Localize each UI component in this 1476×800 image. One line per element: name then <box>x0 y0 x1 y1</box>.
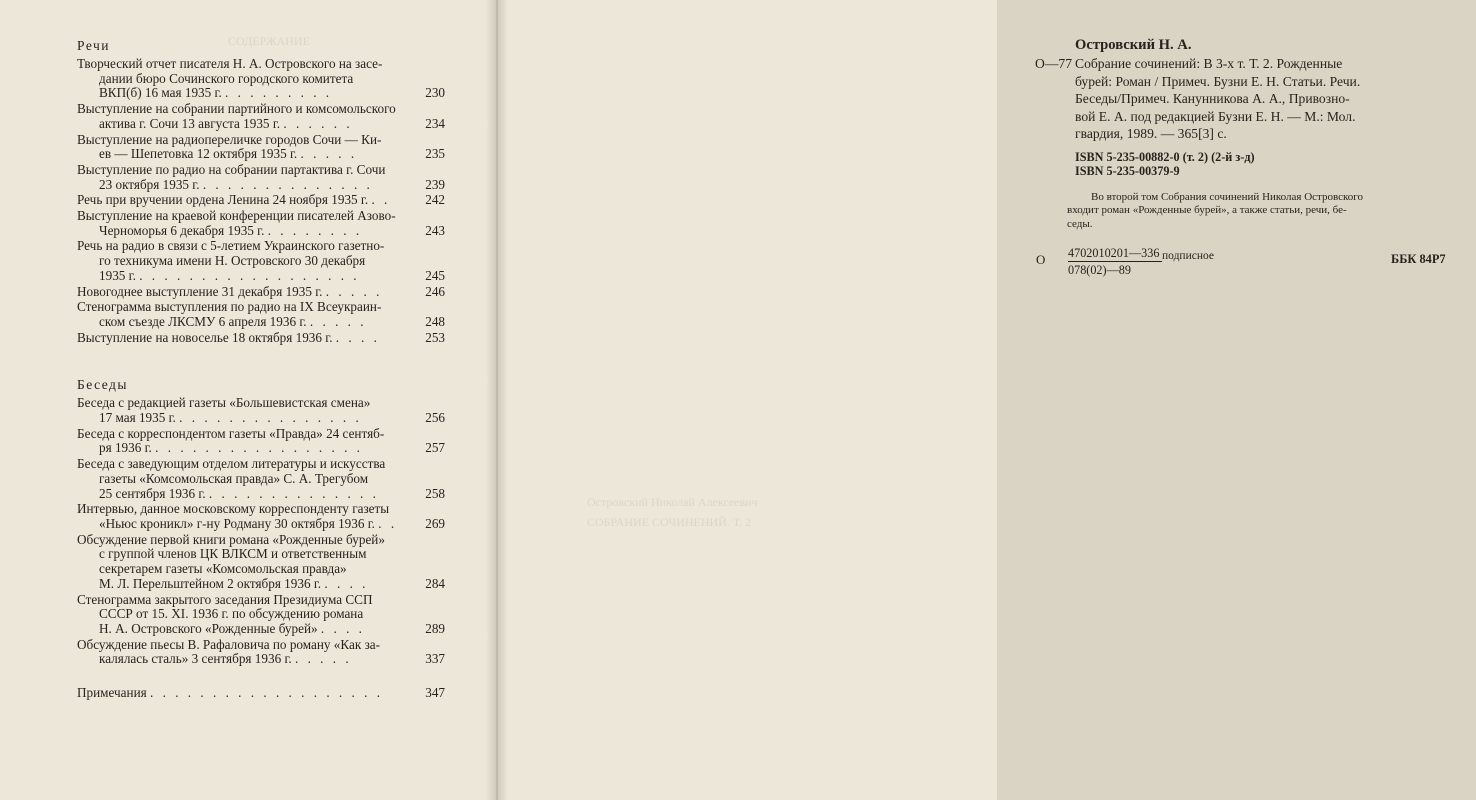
card-bbk: ББК 84Р7 <box>1391 252 1446 267</box>
card-desc-line: Собрание сочинений: В 3-х т. Т. 2. Рожденные <box>1075 56 1343 71</box>
toc-leader-dots: . . . . . . . . . . . . . . <box>208 485 379 501</box>
toc-leader-dots: . . . . . . . . . . . . . . . <box>179 410 362 426</box>
toc-entry-line: ря 1936 г. <box>99 440 152 456</box>
card-author: Островский Н. А. <box>1075 37 1192 53</box>
left-page <box>0 0 497 800</box>
card-annotation-line: входит роман «Рожденные бурей», а также статьи, речи, бе- <box>1067 204 1347 217</box>
toc-entry-line: Выступление на новоселье 18 октября 1936 г. <box>77 329 333 345</box>
card-desc-line: бурей: Роман / Примеч. Бузни Е. Н. Статьи. Речи. <box>1075 73 1361 89</box>
toc-entry-last-line <box>77 117 411 132</box>
toc-entry-line: Беседа с корреспондентом газеты «Правда» 24 сентяб- <box>77 425 385 441</box>
toc-entry-line: Выступление на радиопереличке городов Сочи — Ки- <box>77 131 382 147</box>
toc-entry-line: Обсуждение пьесы В. Рафаловича по роману «Как за- <box>77 636 381 652</box>
toc-leader-dots: . . . . <box>320 620 365 636</box>
toc-entry-line: Интервью, данное московскому корреспонденту газеты <box>77 501 390 517</box>
toc-entry-last-line <box>77 487 411 502</box>
toc-entry-line: СССР от 15. XI. 1936 г. по обсуждению романа <box>99 606 364 622</box>
card-description <box>1036 55 1473 143</box>
toc-page-number: 289 <box>425 620 445 636</box>
toc-entry-last-line <box>77 86 411 101</box>
toc-entry-line: Новогоднее выступление 31 декабря 1935 г. <box>77 283 323 299</box>
toc-page-number: 337 <box>425 651 445 667</box>
toc-entry <box>77 331 445 346</box>
toc-entry <box>77 396 445 425</box>
toc-entry <box>77 239 445 283</box>
toc-leader-dots: . . <box>371 192 391 208</box>
toc-entry-line: Стенограмма закрытого заседания Президиума ССП <box>77 591 373 607</box>
card-desc-line: вой Е. А. под редакцией Бузни Е. Н. — М.: Мол. <box>1075 108 1356 124</box>
toc-leader-dots: . . . . . . . . . <box>225 85 333 101</box>
toc-entry-last-line <box>77 411 411 426</box>
toc-entry <box>77 193 445 208</box>
toc-entry-last-line <box>77 269 411 284</box>
toc-entry-line: газеты «Комсомольская правда» С. А. Трегубом <box>99 470 369 486</box>
card-code: О—77 <box>1035 56 1073 71</box>
toc-entry-last-line <box>77 315 411 330</box>
toc-entry-line: Беседа с редакцией газеты «Большевистская смена» <box>77 395 371 411</box>
toc-entry-line: М. Л. Перельштейном 2 октября 1936 г. <box>99 575 322 591</box>
toc-page-number: 258 <box>425 485 445 501</box>
card-annotation-line: Во второй том Собрания сочинений Николая Островского <box>1091 190 1364 203</box>
bleed-through-text: СОБРАНИЕ СОЧИНЕНИЙ. Т. 2 <box>587 515 751 529</box>
toc-leader-dots: . . . . . <box>294 651 352 667</box>
toc-entry-line: Примечания <box>77 685 147 701</box>
toc-entry-last-line <box>77 577 411 592</box>
toc-entry-line: 25 сентября 1936 г. <box>99 485 206 501</box>
toc-entry-line: с группой членов ЦК ВЛКСМ и ответственным <box>99 546 367 562</box>
toc-entry-line: 17 мая 1935 г. <box>99 410 176 426</box>
toc-entry-line: актива г. Сочи 13 августа 1935 г. <box>99 115 281 131</box>
toc-page-number: 248 <box>425 313 445 329</box>
section-heading: Беседы <box>77 377 128 393</box>
toc-entry <box>77 163 445 192</box>
section-heading: Речи <box>77 38 110 53</box>
toc-entry <box>77 593 445 637</box>
toc-page-number: 257 <box>425 440 445 456</box>
toc-entry <box>77 209 445 238</box>
toc-leader-dots: . . . . . . . . . . . . . . <box>202 176 373 192</box>
toc-entry-last-line <box>77 622 411 637</box>
toc-entry-line: Выступление на краевой конференции писателей Азово- <box>77 208 396 224</box>
toc-entry-line: ВКП(б) 16 мая 1935 г. <box>99 85 222 101</box>
card-annotation <box>1036 191 1476 232</box>
toc-page-number: 230 <box>425 85 445 101</box>
toc-entry-last-line <box>77 331 411 346</box>
toc-leader-dots: . . . . . <box>325 283 383 299</box>
toc-leader-dots: . . . . <box>335 329 380 345</box>
toc-entry-line: Стенограмма выступления по радио на IX Всеукраин- <box>77 299 382 315</box>
toc-entry-last-line <box>77 441 411 456</box>
toc-entry-last-line <box>77 178 411 193</box>
toc-entry-line: секретарем газеты «Комсомольская правда» <box>99 561 347 577</box>
toc-page-number: 253 <box>425 329 445 345</box>
toc-page-number: 347 <box>425 685 445 701</box>
card-isbn-block <box>1036 150 1476 178</box>
toc-entry-line: калялась сталь» 3 сентября 1936 г. <box>99 651 292 667</box>
toc-leader-dots: . . <box>378 515 398 531</box>
toc-entry-line: ев — Шепетовка 12 октября 1935 г. <box>99 146 298 162</box>
toc-entry-line: 1935 г. <box>99 267 136 283</box>
toc-leader-dots: . . . . . . . . . . . . . . . . . . . <box>150 685 383 701</box>
toc-entry <box>77 285 445 300</box>
toc-entry-line: Выступление на собрании партийного и комсомольского <box>77 101 396 117</box>
toc-entry <box>77 638 445 667</box>
toc-leader-dots: . . . . . <box>300 146 358 162</box>
toc-page-number: 256 <box>425 410 445 426</box>
toc-page-number: 234 <box>425 115 445 131</box>
toc-entry-line: го техникума имени Н. Островского 30 декабря <box>99 253 366 269</box>
toc-entry-last-line <box>77 285 411 300</box>
toc-entry-last-line <box>77 517 411 532</box>
toc-page-number: 235 <box>425 146 445 162</box>
toc-entry-line: дании бюро Сочинского городского комитета <box>99 70 354 86</box>
toc-entry-line: Беседа с заведующим отделом литературы и искусства <box>77 456 386 472</box>
table-of-contents <box>77 35 445 702</box>
toc-entry <box>77 102 445 131</box>
toc-page-number: 243 <box>425 222 445 238</box>
toc-leader-dots: . . . . . <box>309 313 367 329</box>
toc-page-number: 269 <box>425 515 445 531</box>
card-index-numerator: 4702010201—336 <box>1068 246 1162 262</box>
toc-leader-dots: . . . . . . <box>283 115 353 131</box>
card-isbn: ISBN 5-235-00379-9 <box>1075 163 1180 178</box>
book-gutter <box>486 0 508 800</box>
toc-entry-last-line <box>77 686 411 701</box>
toc-leader-dots: . . . . . . . . <box>267 222 363 238</box>
toc-leader-dots: . . . . <box>324 575 369 591</box>
toc-leader-dots: . . . . . . . . . . . . . . . . . <box>155 440 363 456</box>
toc-entry <box>77 300 445 329</box>
toc-entry-line: Речь на радио в связи с 5-летием Украинского газетно- <box>77 238 385 254</box>
card-desc-line: Беседы/Примеч. Канунникова А. А., Привозно- <box>1075 91 1350 107</box>
toc-entry <box>77 502 445 531</box>
card-index-denominator: 078(02)—89 <box>1068 263 1131 278</box>
toc-entry-line: Обсуждение первой книги романа «Рожденные бурей» <box>77 531 385 547</box>
toc-entry-last-line <box>77 224 411 239</box>
toc-page-number: 239 <box>425 176 445 192</box>
bleed-through-text: СОДЕРЖАНИЕ <box>228 34 310 48</box>
toc-page-number: 284 <box>425 575 445 591</box>
bibliographic-card <box>1036 36 1476 290</box>
section-gap <box>77 668 445 686</box>
card-subscription: подписное <box>1162 250 1214 263</box>
toc-entry-line: «Ньюс кроникл» г-ну Родману 30 октября 1936 г. <box>99 515 375 531</box>
bleed-through-text: Островский Николай Алексеевич <box>587 495 758 509</box>
toc-entry <box>77 533 445 592</box>
toc-entry <box>77 427 445 456</box>
toc-entry <box>77 457 445 501</box>
toc-entry-line: 23 октября 1935 г. <box>99 176 200 192</box>
toc-page-number: 242 <box>425 192 445 208</box>
toc-entry <box>77 57 445 101</box>
card-index-letter: О <box>1036 252 1046 268</box>
card-desc-line: гвардия, 1989. — 365[3] с. <box>1075 126 1227 142</box>
section-gap <box>77 346 445 374</box>
right-page <box>497 0 1446 800</box>
toc-leader-dots: . . . . . . . . . . . . . . . . . . <box>139 267 360 283</box>
toc-page-number: 245 <box>425 267 445 283</box>
toc-entry-last-line <box>77 147 411 162</box>
toc-entry-line: Речь при вручении ордена Ленина 24 ноября 1935 г. <box>77 192 369 208</box>
card-index-row <box>1036 246 1476 290</box>
toc-entry-notes <box>77 686 445 701</box>
toc-entry-line: Н. А. Островского «Рожденные бурей» <box>99 620 318 636</box>
toc-entry <box>77 133 445 162</box>
toc-page-number: 246 <box>425 283 445 299</box>
card-isbn: ISBN 5-235-00882-0 (т. 2) (2-й з-д) <box>1075 149 1255 164</box>
toc-entry-line: Творческий отчет писателя Н. А. Островского на засе- <box>77 56 383 71</box>
toc-entry-line: ском съезде ЛКСМУ 6 апреля 1936 г. <box>99 313 307 329</box>
toc-entry-line: Выступление по радио на собрании партактива г. Сочи <box>77 161 386 177</box>
toc-entry-last-line <box>77 193 411 208</box>
card-index-fraction <box>1068 246 1162 278</box>
toc-entry-line: Черноморья 6 декабря 1935 г. <box>99 222 265 238</box>
toc-entry-last-line <box>77 652 411 667</box>
card-annotation-line: седы. <box>1067 217 1093 230</box>
